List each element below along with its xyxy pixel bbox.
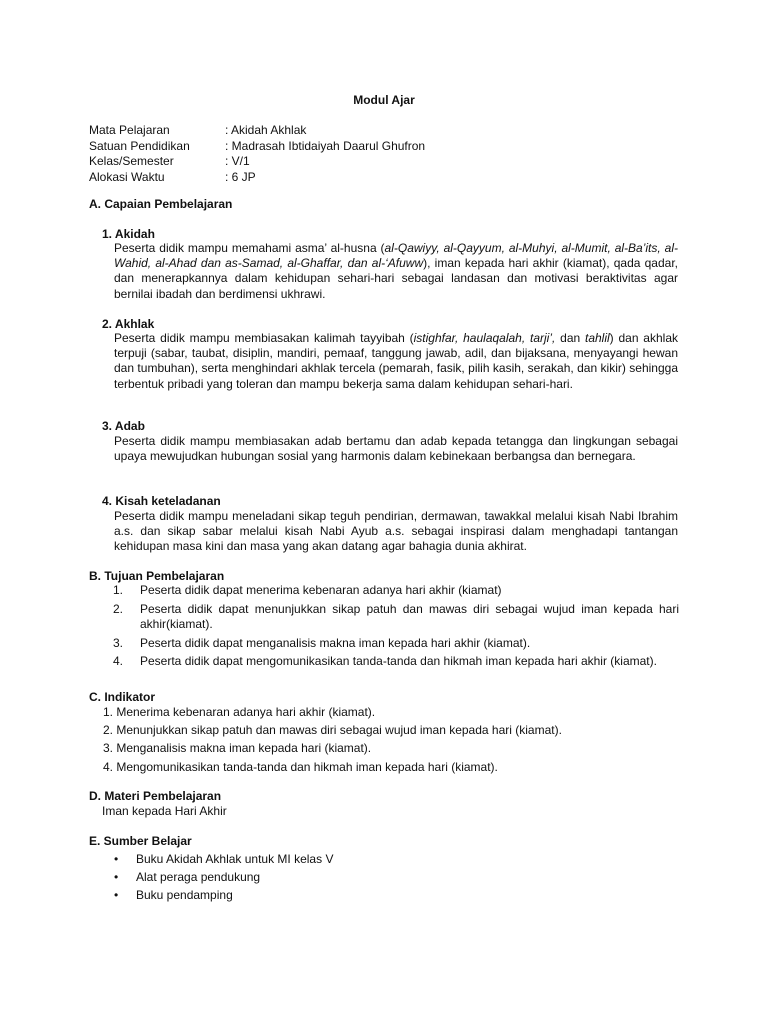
info-value: : Akidah Akhlak <box>225 123 307 137</box>
akidah-heading: 1. Akidah <box>102 227 155 241</box>
akidah-italic-text: al-Qawiyy, al-Qayyum, al-Muhyi, al-Mumit, al-Ba’its, al-Wahid, al-Ahad dan as-Samad, al-Ghaffar, dan al-‘Afuww <box>114 241 678 271</box>
info-row-school <box>89 139 425 155</box>
item-text: Peserta didik dapat mengomunikasikan tanda-tanda dan hikmah iman kepada hari akhir (kiamat). <box>140 654 657 668</box>
list-item: 1. Menerima kebenaran adanya hari akhir (kiamat). <box>103 705 376 719</box>
section-d-heading: D. Materi Pembelajaran <box>89 789 222 803</box>
item-number: 3. <box>113 635 124 650</box>
akidah-paragraph <box>114 241 678 302</box>
akhlak-italic-text: istighfar, haulaqalah, tarji’, <box>413 331 556 345</box>
kisah-heading: 4. Kisah keteladanan <box>102 494 221 508</box>
akhlak-text: dan <box>555 331 585 345</box>
materi-text: Iman kepada Hari Akhir <box>102 804 227 818</box>
section-a-heading: A. Capaian Pembelajaran <box>89 197 233 211</box>
akhlak-text: ) dan akhlak terpuji (sabar, taubat, disiplin, mandiri, pemaaf, tanggung jawab, adil, dan bijaksana, menyayangi hewan dan tumbuhan), serta menghindari akhlak tercela (pemarah, fasik, pilih kasih, serakah, dan kikir) sehingga terbentuk pribadi yang toleran dan mampu bekerja sama dalam kehidupan sehari-hari. <box>114 331 678 391</box>
info-row-time <box>89 170 425 186</box>
akidah-text: Peserta didik mampu memahami asma’ al-husna ( <box>114 241 385 255</box>
info-label: Satuan Pendidikan <box>89 138 190 153</box>
list-item <box>89 602 679 633</box>
info-row-subject <box>89 123 425 139</box>
info-value: : V/1 <box>225 154 250 168</box>
item-number: 1. <box>113 583 124 597</box>
item-text: Peserta didik dapat menunjukkan sikap patuh dan mawas diri sebagai wujud iman kepada hari akhir(kiamat). <box>140 601 679 631</box>
akhlak-text: Peserta didik mampu membiasakan kalimah tayyibah ( <box>114 331 414 345</box>
info-label: Mata Pelajaran <box>89 123 170 137</box>
akidah-text: ), iman kepada hari akhir (kiamat), qada qadar, dan menerapkannya dalam kehidupan sehari-hari sebagai landasan dan motivasi beraktivitas agar bernilai ibadah dan berdimensi ukhrawi. <box>114 256 679 301</box>
item-number: 2. <box>113 601 124 616</box>
list-item: • Alat peraga pendukung <box>112 870 333 886</box>
adab-heading: 3. Adab <box>102 419 145 433</box>
section-c-heading: C. Indikator <box>89 690 156 704</box>
info-label: Alokasi Waktu <box>89 169 165 184</box>
list-item: 2. Menunjukkan sikap patuh dan mawas diri sebagai wujud iman kepada hari (kiamat). <box>103 723 562 738</box>
info-row-class <box>89 154 425 170</box>
akhlak-paragraph <box>114 331 678 392</box>
kisah-paragraph: Peserta didik mampu meneladani sikap teguh pendirian, dermawan, tawakkal melalui kisah Nabi Ibrahim a.s. dan sikap sabar melalui kisah Nabi Ayub a.s. sebagai inspirasi dalam menghadapi tantangan kehidupan masa kini dan masa yang akan datang agar bahagia dunia akhirat. <box>114 509 678 554</box>
akhlak-italic-text: tahlil <box>584 331 610 345</box>
list-item: 4. Mengomunikasikan tanda-tanda dan hikmah iman kepada hari (kiamat). <box>103 759 498 774</box>
identity-table <box>89 123 425 185</box>
akhlak-heading: 2. Akhlak <box>102 317 155 331</box>
list-item <box>89 654 679 670</box>
section-b-heading: B. Tujuan Pembelajaran <box>89 569 225 583</box>
document-title: Modul Ajar <box>353 93 415 107</box>
resources-list <box>112 852 333 907</box>
indicator-list <box>89 705 679 778</box>
section-e-heading: E. Sumber Belajar <box>89 834 192 848</box>
item-text: Peserta didik dapat menganalisis makna iman kepada hari akhir (kiamat). <box>140 635 531 650</box>
list-item: • Buku pendamping <box>112 888 333 904</box>
item-number: 4. <box>113 654 124 668</box>
info-label: Kelas/Semester <box>89 154 174 168</box>
info-value: : Madrasah Ibtidaiyah Daarul Ghufron <box>225 138 426 153</box>
objectives-list <box>89 583 679 673</box>
list-item: 3. Menganalisis makna iman kepada hari (kiamat). <box>103 741 372 756</box>
list-item <box>89 636 679 652</box>
list-item: • Buku Akidah Akhlak untuk MI kelas V <box>112 852 333 868</box>
list-item <box>89 583 679 599</box>
info-value: : 6 JP <box>225 169 256 184</box>
adab-paragraph: Peserta didik mampu membiasakan adab bertamu dan adab kepada tetangga dan lingkungan sebagai upaya mewujudkan hubungan sosial yang harmonis dalam kebinekaan berbangsa dan bernegara. <box>114 434 678 464</box>
item-text: Peserta didik dapat menerima kebenaran adanya hari akhir (kiamat) <box>140 583 502 597</box>
